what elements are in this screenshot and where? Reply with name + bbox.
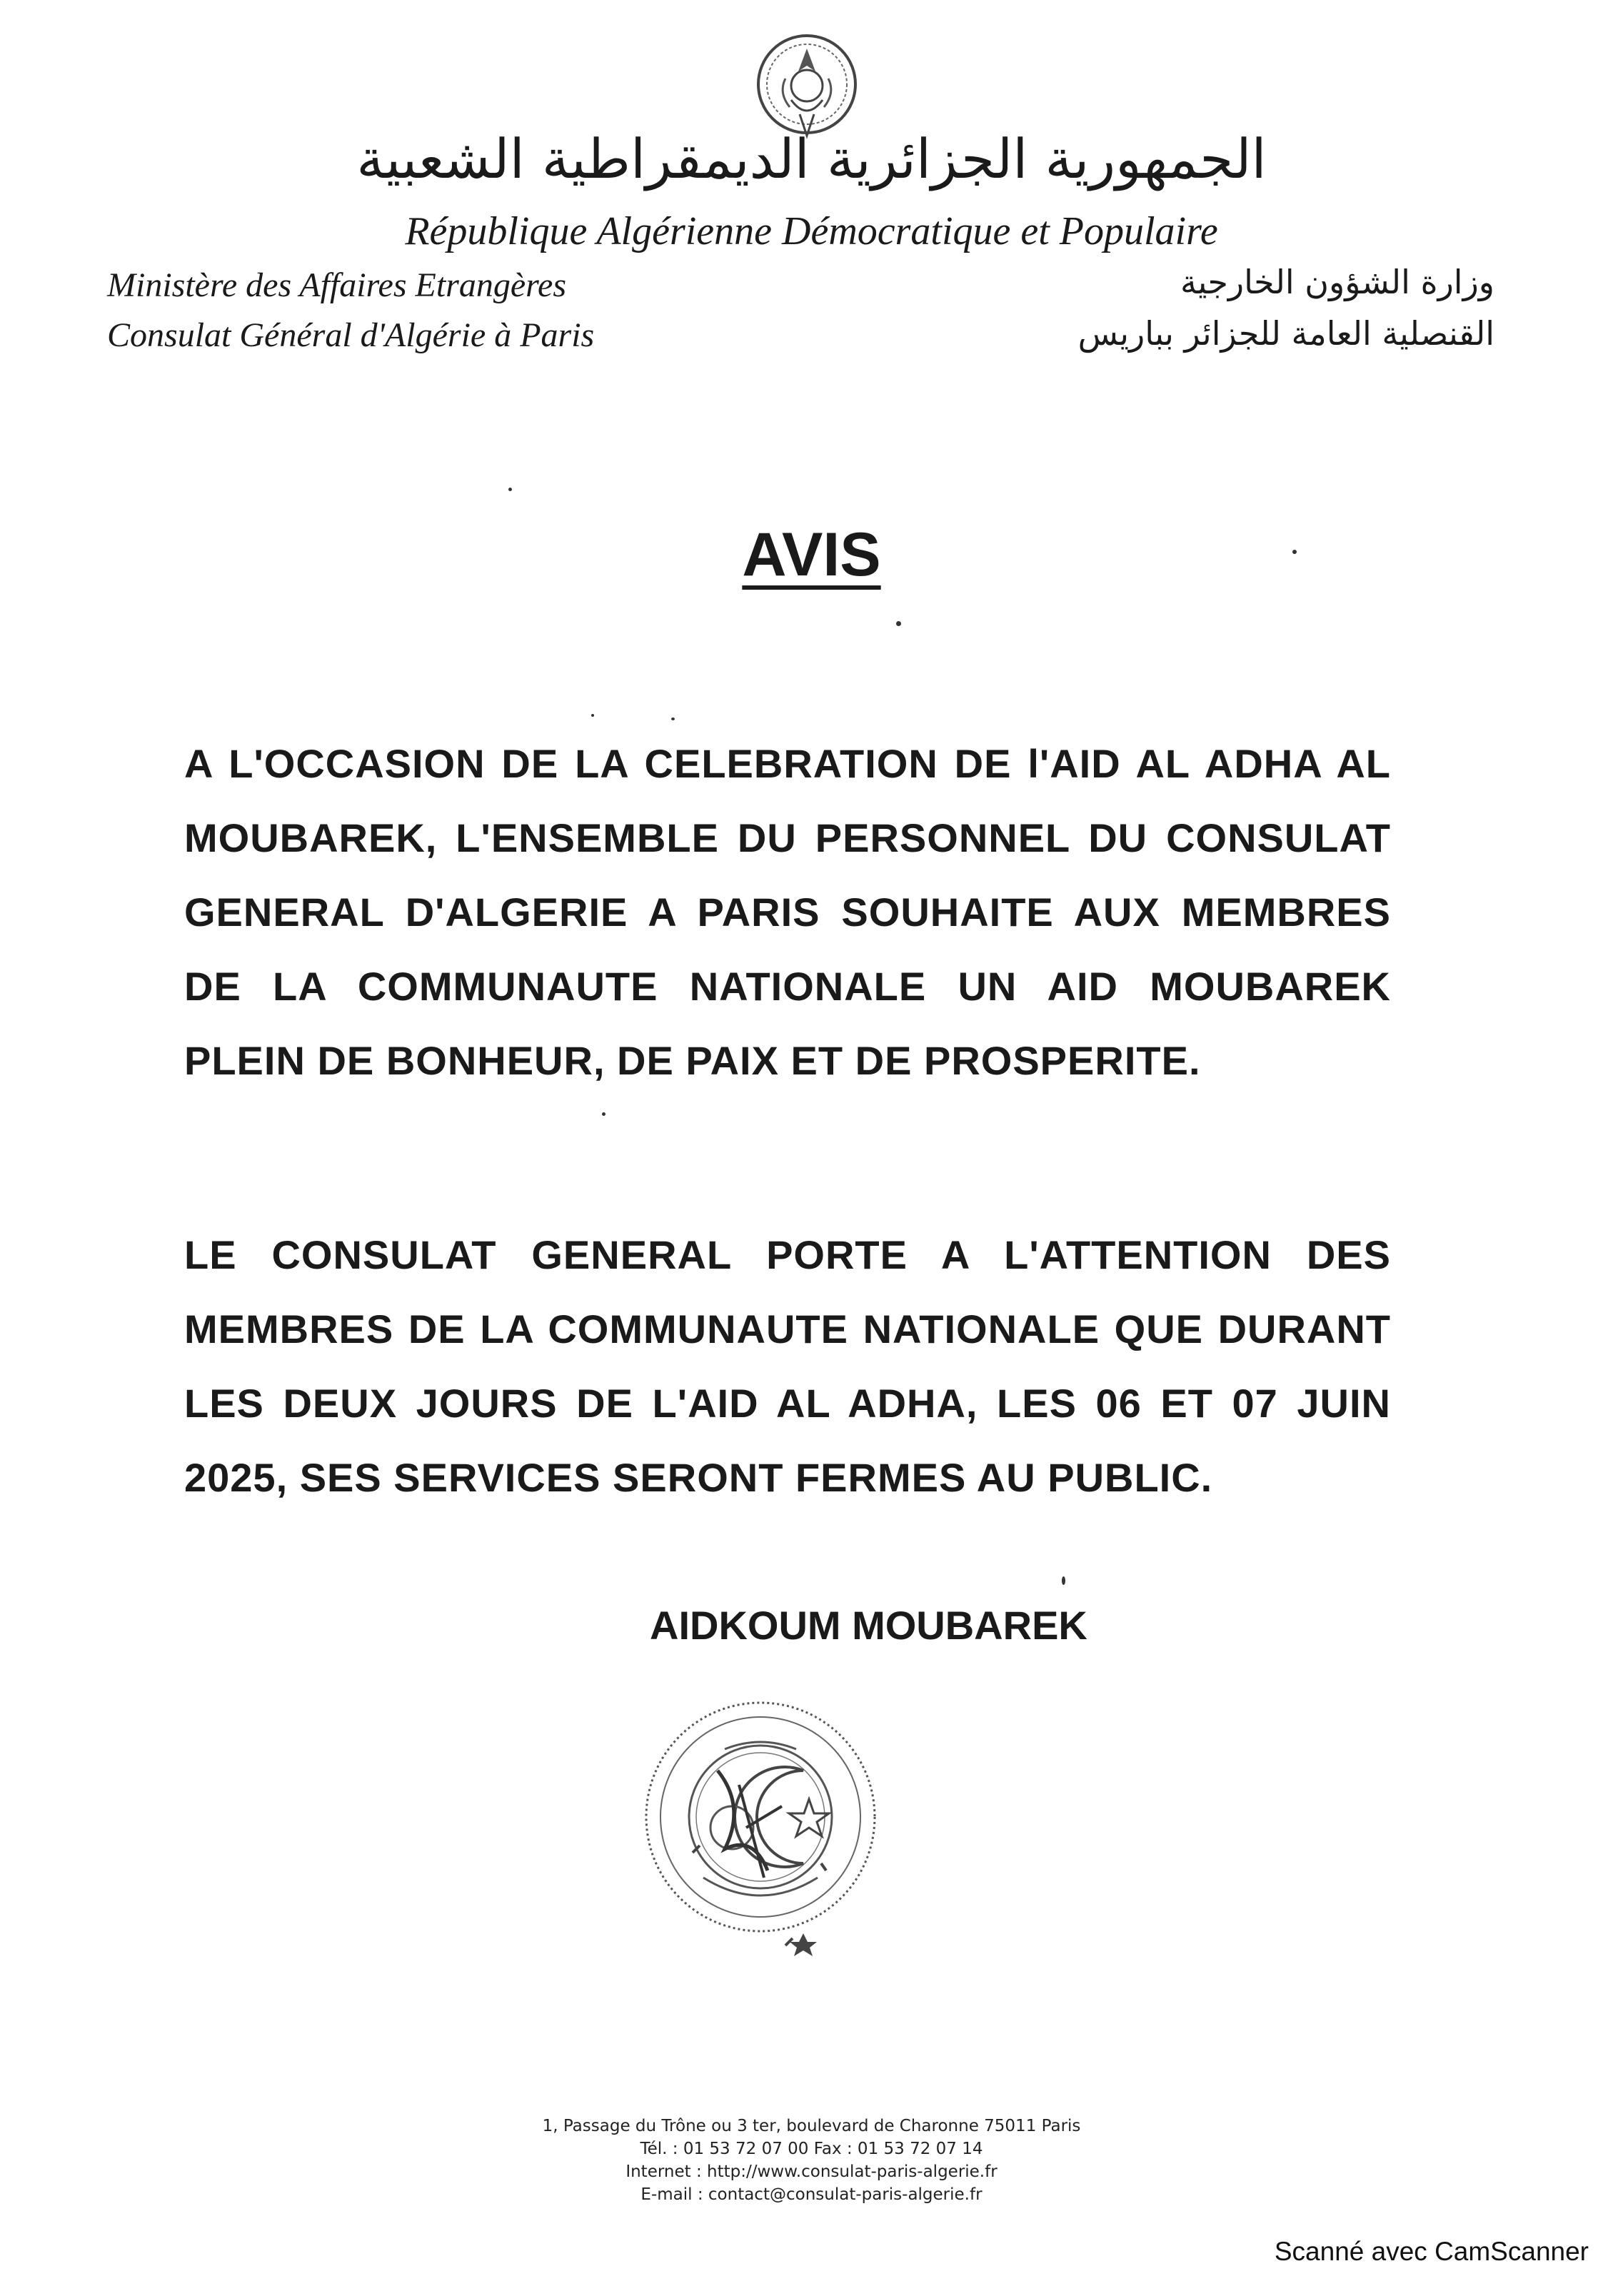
scan-speck [508,488,512,491]
footer-email: E-mail : contact@consulat-paris-algerie.fr [640,2185,983,2204]
scan-speck [591,714,594,717]
french-ministry-label: Ministère des Affaires Etrangères [107,266,567,304]
notice-paragraph-greeting: A L'OCCASION DE LA CELEBRATION DE l'AID AL ADHA AL MOUBAREK, L'ENSEMBLE DU PERSONNEL DU CONSULAT GENERAL D'ALGERIE A PARIS SOUHAITE AUX MEMBRES DE LA COMMUNAUTE NATIONALE UN AID MOUBAREK PLEIN DE BONHEUR, DE PAIX ET DE PROSPERITE. [184,741,1391,1083]
notice-paragraph-closure: LE CONSULAT GENERAL PORTE A L'ATTENTION DES MEMBRES DE LA COMMUNAUTE NATIONALE QUE DURANT LES DEUX JOURS DE L'AID AL ADHA, LES 06 ET 07 JUIN 2025, SES SERVICES SERONT FERMES AU PUBLIC. [184,1232,1391,1500]
scan-speck [1292,550,1297,554]
scan-speck [602,1112,606,1116]
closing-greeting: AIDKOUM MOUBAREK [650,1603,1087,1648]
arabic-republic-heading: الجمهورية الجزائرية الديمقراطية الشعبية [356,127,1267,191]
arabic-consulate-label: القنصلية العامة للجزائر بباريس [1077,314,1494,353]
scanner-credit: Scanné avec CamScanner [1274,2237,1589,2266]
french-republic-heading: République Algérienne Démocratique et Populaire [405,209,1218,253]
footer-phone: Tél. : 01 53 72 07 00 Fax : 01 53 72 07 14 [640,2140,983,2158]
scan-speck [671,718,675,720]
footer-internet: Internet : http://www.consulat-paris-algerie.fr [625,2162,998,2181]
consulate-stamp-seal [639,1663,882,1970]
arabic-ministry-label: وزارة الشؤون الخارجية [1180,263,1494,301]
notice-title: AVIS [742,520,881,589]
french-consulate-label: Consulat Général d'Algérie à Paris [107,316,595,354]
scan-speck [1062,1576,1065,1585]
footer-address: 1, Passage du Trône ou 3 ter, boulevard de Charonne 75011 Paris [542,2117,1081,2135]
scan-speck [896,621,901,626]
